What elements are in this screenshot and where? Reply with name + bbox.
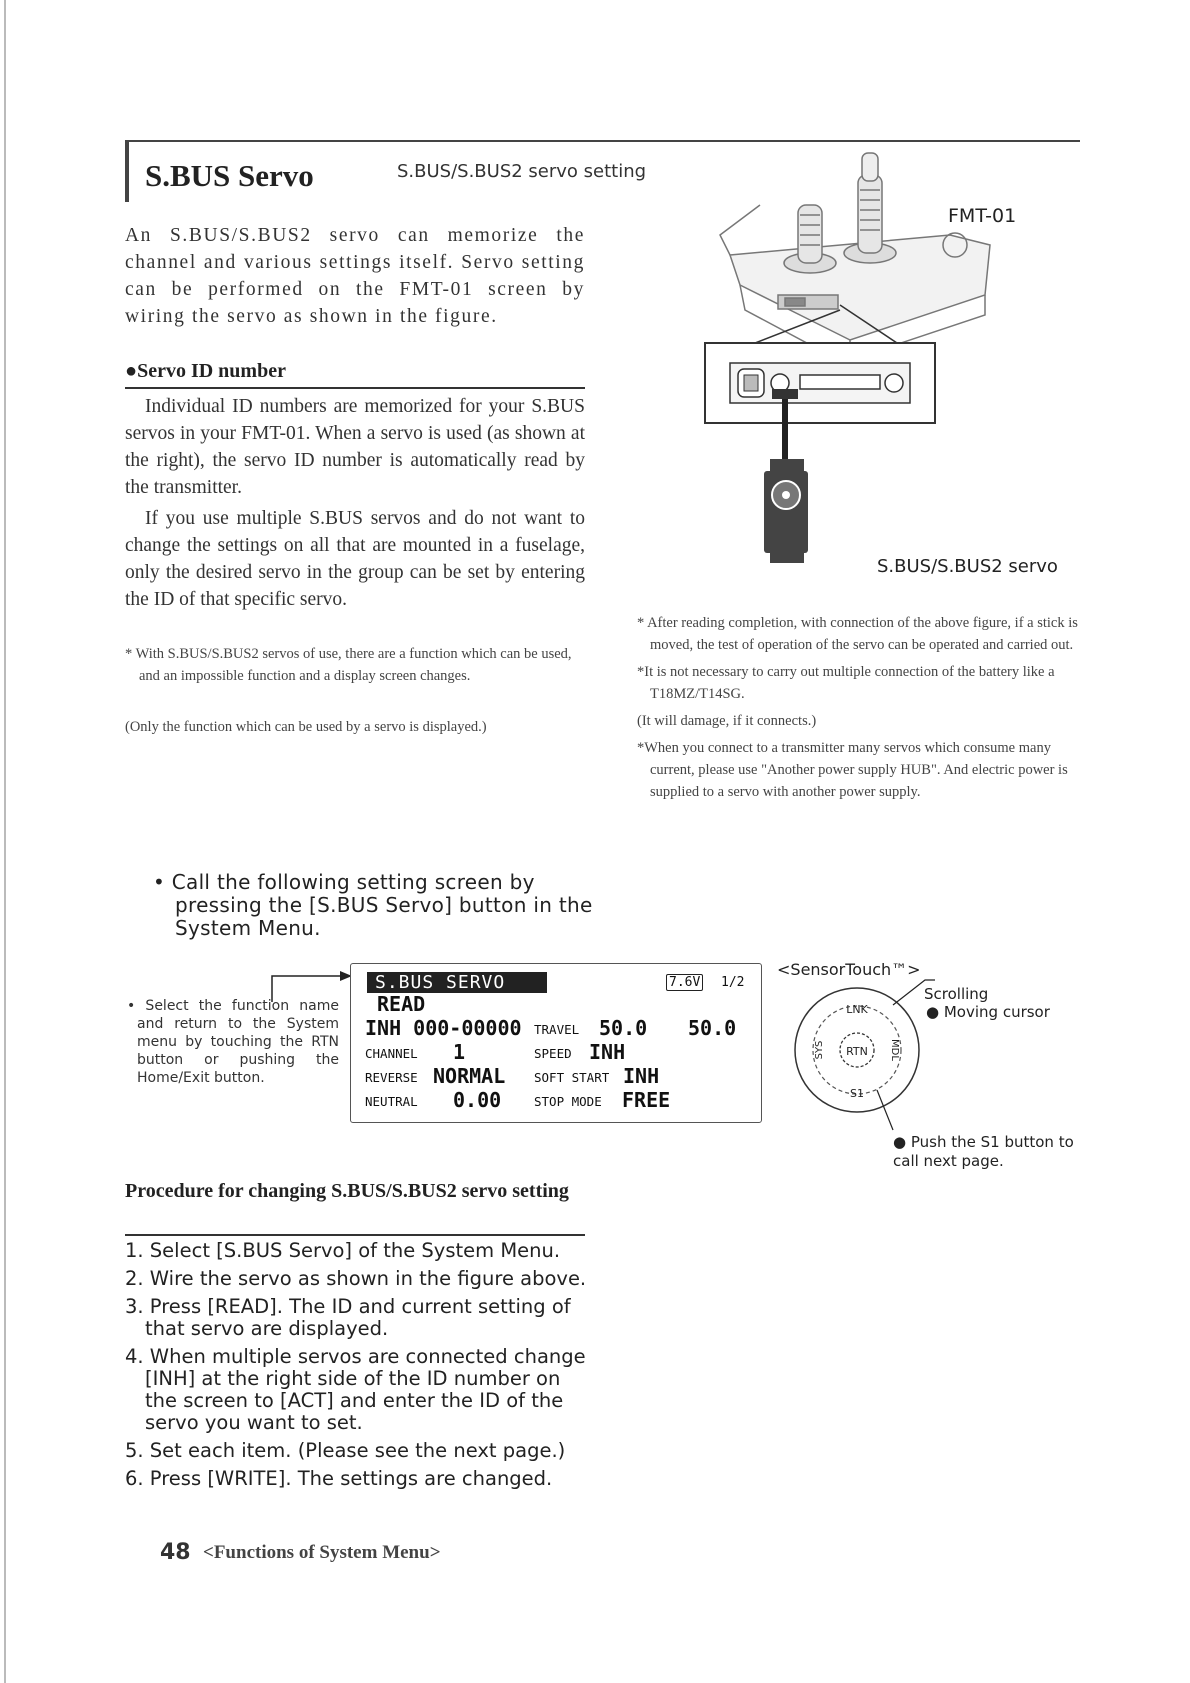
travel-label: TRAVEL	[534, 1022, 580, 1037]
battery-voltage: 7.6V	[666, 974, 703, 991]
push-s1-label: ● Push the S1 button to call next page.	[893, 1133, 1074, 1170]
sensor-touch-pad	[785, 975, 935, 1135]
page-subtitle: S.BUS/S.BUS2 servo setting	[397, 161, 647, 182]
servo-illustration	[764, 459, 808, 563]
channel-label: CHANNEL	[365, 1046, 418, 1061]
servo-id-paragraph-1: Individual ID numbers are memorized for your S.BUS servos in your FMT-01. When a servo is used (as shown at the right), the servo ID number is automatically read by the transmitter.	[125, 396, 585, 498]
sensor-touch-label: <SensorTouch™>	[777, 960, 921, 979]
transmitter-illustration	[720, 153, 990, 360]
right-note-1: * After reading completion, with connection of the above figure, if a stick is moved, the test of operation of the servo can be operated and carried out.	[637, 615, 1078, 653]
page-indicator: 1/2	[721, 975, 745, 990]
right-notes	[637, 612, 1082, 808]
servo-id-paragraph-2: If you use multiple S.BUS servos and do not want to change the settings on all that are mounted in a fuselage, only the desired servo in the group can be set by entering the ID of that specific servo.	[125, 508, 585, 610]
stop-mode-label: STOP MODE	[534, 1094, 602, 1109]
neutral-label: NEUTRAL	[365, 1094, 418, 1109]
right-note-3: (It will damage, if it connects.)	[637, 713, 817, 729]
servo-id-rule	[125, 387, 585, 389]
title-pointer-arrow	[270, 966, 360, 1006]
intro-paragraph: An S.BUS/S.BUS2 servo can memorize the channel and various settings itself. Servo setting can be performed on the FMT-01 screen by wiring the servo as shown in the figure.	[125, 225, 585, 327]
sbus-servo-screen	[350, 963, 762, 1123]
page-edge	[4, 0, 6, 1683]
procedure-steps	[125, 1240, 590, 1496]
reverse-value[interactable]: NORMAL	[433, 1064, 506, 1088]
servo-id-field[interactable]: INH 000-00000	[365, 1016, 522, 1040]
procedure-rule	[125, 1234, 585, 1236]
servo-id-heading: ●Servo ID number	[125, 360, 286, 382]
right-note-4: *When you connect to a transmitter many servos which consume many current, please use "Another power supply HUB". And electric power is supplied to a servo with another power supply.	[637, 740, 1068, 800]
select-function-note: • Select the function name and return to the System menu by touching the RTN button or pushing the Home/Exit button.	[127, 998, 339, 1086]
wiring-figure	[700, 145, 1090, 605]
speed-label: SPEED	[534, 1046, 572, 1061]
sys-key[interactable]: SYS	[814, 1040, 825, 1060]
step-2: 2. Wire the servo as shown in the figure above.	[125, 1267, 587, 1290]
travel-value-1[interactable]: 50.0	[599, 1016, 648, 1040]
page-title: S.BUS Servo	[145, 158, 314, 193]
rtn-key[interactable]: RTN	[846, 1045, 868, 1058]
screen-title[interactable]: S.BUS SERVO	[367, 972, 547, 993]
reverse-label: REVERSE	[365, 1070, 418, 1085]
speed-value[interactable]: INH	[589, 1040, 626, 1064]
step-6: 6. Press [WRITE]. The settings are changed.	[125, 1467, 553, 1490]
title-bar	[125, 142, 129, 202]
transmitter-label: FMT-01	[948, 205, 1017, 227]
header-rule	[125, 140, 1080, 142]
servo-label: S.BUS/S.BUS2 servo	[877, 556, 1058, 577]
footer-section-title: <Functions of System Menu>	[203, 1542, 441, 1563]
left-note-2: (Only the function which can be used by a servo is displayed.)	[125, 719, 487, 735]
travel-value-2[interactable]: 50.0	[688, 1016, 737, 1040]
step-3: 3. Press [READ]. The ID and current setting of that servo are displayed.	[125, 1295, 571, 1340]
neutral-value[interactable]: 0.00	[453, 1088, 502, 1112]
step-1: 1. Select [S.BUS Servo] of the System Menu.	[125, 1239, 561, 1262]
page-number: 48	[160, 1540, 191, 1565]
procedure-heading: Procedure for changing S.BUS/S.BUS2 servo setting	[125, 1180, 569, 1202]
right-note-2: *It is not necessary to carry out multiple connection of the battery like a T18MZ/T14SG.	[637, 664, 1055, 702]
s1-key[interactable]: S1	[850, 1087, 864, 1100]
step-4: 4. When multiple servos are connected change [INH] at the right side of the ID number on the screen to [ACT] and enter the ID of the servo you want to set.	[125, 1345, 586, 1434]
step-5: 5. Set each item. (Please see the next page.)	[125, 1439, 566, 1462]
mdl-key[interactable]: MDL	[889, 1039, 900, 1061]
soft-start-value[interactable]: INH	[623, 1064, 660, 1088]
read-button[interactable]: READ	[377, 992, 426, 1016]
soft-start-label: SOFT START	[534, 1070, 610, 1085]
scrolling-label: Scrolling	[924, 985, 989, 1003]
call-instruction: • Call the following setting screen by pressing the [S.BUS Servo] button in the System Menu.	[153, 870, 593, 940]
left-note-1: * With S.BUS/S.BUS2 servos of use, there are a function which can be used, and an impossible function and a display screen changes.	[125, 646, 572, 684]
lnk-key[interactable]: LNK	[846, 1003, 868, 1016]
moving-cursor-label: ● Moving cursor	[926, 1003, 1050, 1021]
stop-mode-value[interactable]: FREE	[622, 1088, 671, 1112]
channel-value[interactable]: 1	[453, 1040, 466, 1064]
